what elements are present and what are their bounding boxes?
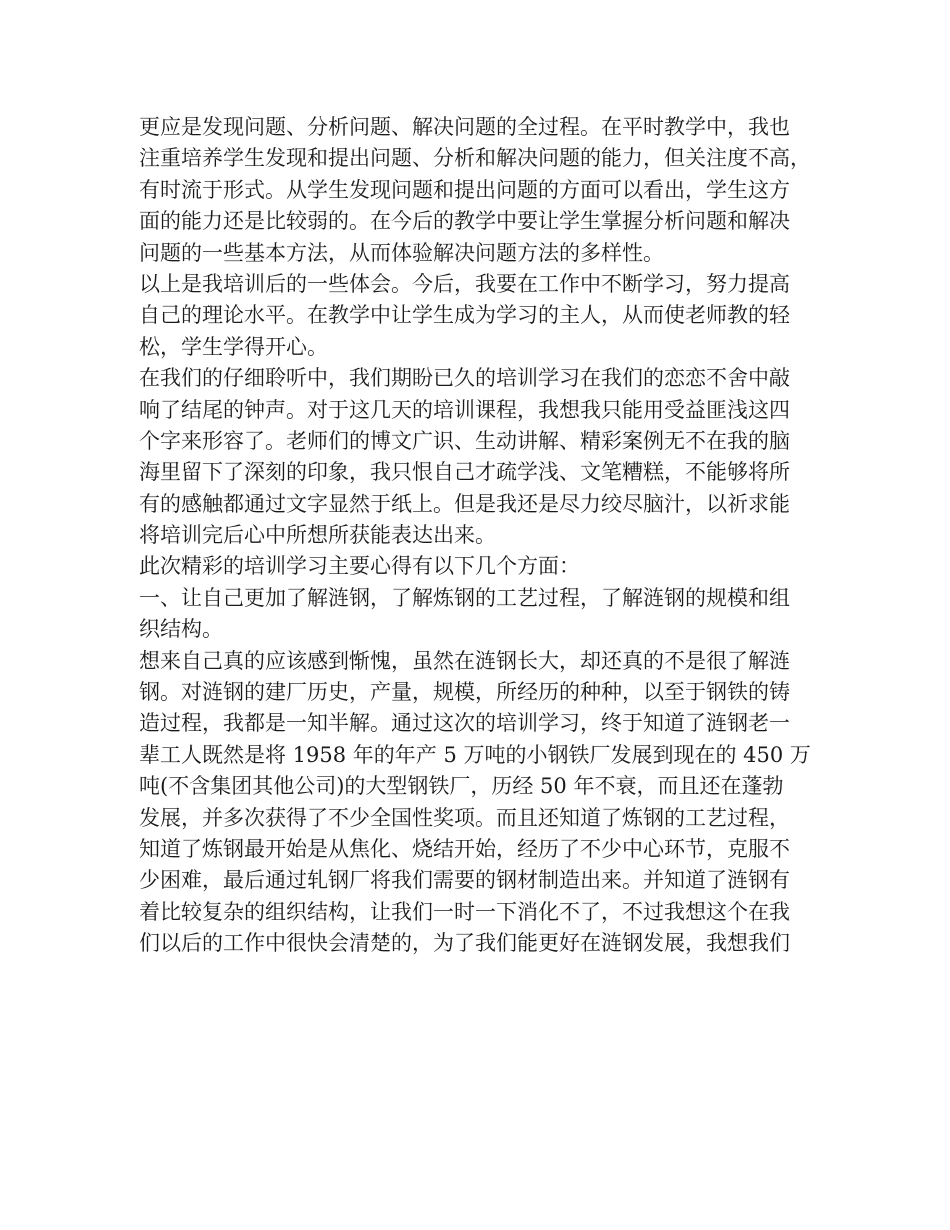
- text-line: 自己的理论水平。在教学中让学生成为学习的主人，从而使老师教的轻: [139, 303, 790, 328]
- text-line: 织结构。: [139, 617, 223, 642]
- text-line: 问题的一些基本方法，从而体验解决问题方法的多样性。: [139, 240, 664, 265]
- text-line: 们以后的工作中很快会清楚的，为了我们能更好在涟钢发展，我想我们: [139, 931, 790, 956]
- text-line: 在我们的仔细聆听中，我们期盼已久的培训学习在我们的恋恋不舍中敲: [139, 366, 790, 391]
- text-line: 此次精彩的培训学习主要心得有以下几个方面：: [139, 554, 580, 579]
- text-line: 响了结尾的钟声。对于这几天的培训课程，我想我只能用受益匪浅这四: [139, 397, 790, 422]
- document-body: [139, 112, 815, 960]
- text-line: 钢。对涟钢的建厂历史，产量，规模，所经历的种种，以至于钢铁的铸: [139, 680, 790, 705]
- text-line: 有时流于形式。从学生发现问题和提出问题的方面可以看出，学生这方: [139, 177, 790, 202]
- text-line: 造过程，我都是一知半解。通过这次的培训学习，终于知道了涟钢老一: [139, 711, 790, 736]
- text-line: 个字来形容了。老师们的博文广识、生动讲解、精彩案例无不在我的脑: [139, 428, 790, 453]
- text-line: 吨(不含集团其他公司)的大型钢铁厂，历经 50 年不衰，而且还在蓬勃: [139, 774, 784, 799]
- text-line: 有的感触都通过文字显然于纸上。但是我还是尽力绞尽脑汁，以祈求能: [139, 491, 790, 516]
- text-line: 面的能力还是比较弱的。在今后的教学中要让学生掌握分析问题和解决: [139, 209, 790, 234]
- text-line: 着比较复杂的组织结构，让我们一时一下消化不了，不过我想这个在我: [139, 899, 790, 924]
- text-line: 海里留下了深刻的印象，我只恨自己才疏学浅、文笔糟糕，不能够将所: [139, 460, 790, 485]
- text-line: 注重培养学生发现和提出问题、分析和解决问题的能力，但关注度不高，: [139, 146, 811, 171]
- text-line: 一、让自己更加了解涟钢，了解炼钢的工艺过程，了解涟钢的规模和组: [139, 585, 790, 610]
- text-line: 发展，并多次获得了不少全国性奖项。而且还知道了炼钢的工艺过程，: [139, 805, 790, 830]
- text-line: 想来自己真的应该感到惭愧，虽然在涟钢长大，却还真的不是很了解涟: [139, 648, 790, 673]
- text-line: 松，学生学得开心。: [139, 334, 328, 359]
- text-line: 辈工人既然是将 1958 年的年产 5 万吨的小钢铁厂发展到现在的 450 万: [139, 742, 811, 767]
- text-line: 知道了炼钢最开始是从焦化、烧结开始，经历了不少中心环节，克服不: [139, 836, 790, 861]
- text-line: 将培训完后心中所想所获能表达出来。: [139, 523, 496, 548]
- text-line: 以上是我培训后的一些体会。今后，我要在工作中不断学习，努力提高: [139, 271, 790, 296]
- text-line: 更应是发现问题、分析问题、解决问题的全过程。在平时教学中，我也: [139, 115, 790, 139]
- text-line: 少困难，最后通过轧钢厂将我们需要的钢材制造出来。并知道了涟钢有: [139, 868, 790, 893]
